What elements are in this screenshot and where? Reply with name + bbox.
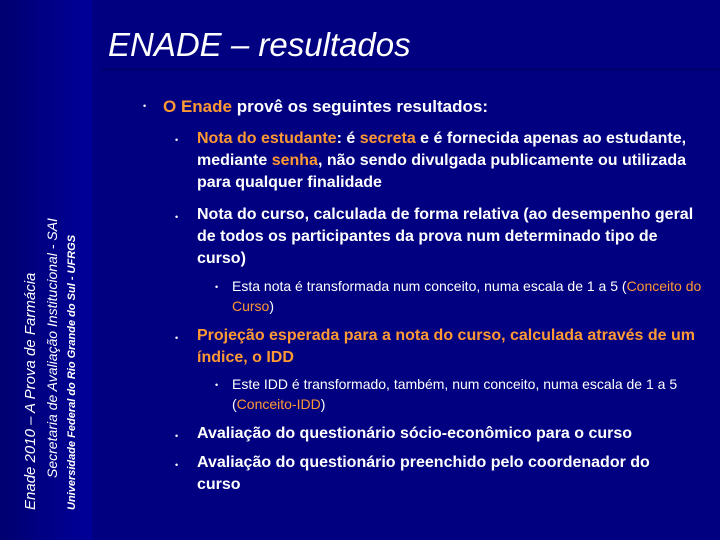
bullet: • bbox=[175, 460, 179, 470]
list-item: Nota do curso, calculada de forma relativa (ao desempenho geral de todos os participantes da prova num determinado tipo de curso) bbox=[197, 206, 694, 267]
list-item: Avaliação do questionário preenchido pelo coordenador do curso bbox=[197, 454, 650, 493]
intro-rest: provê os seguintes resultados: bbox=[236, 97, 488, 116]
conceito-idd: Conceito-IDD bbox=[236, 396, 321, 412]
page-title: ENADE – resultados bbox=[108, 26, 411, 63]
bullet: • bbox=[143, 101, 147, 111]
sidebar-title: Enade 2010 – A Prova de Farmácia bbox=[22, 272, 39, 510]
item1-text: , não sendo divulgada publicamente ou utilizada para qualquer finalidade bbox=[197, 152, 686, 191]
item1-secreta: secreta bbox=[359, 130, 416, 147]
sidebar-band bbox=[0, 0, 92, 540]
bullet: • bbox=[215, 380, 219, 390]
sub-item-text: ) bbox=[269, 298, 275, 314]
item1-text: : é bbox=[336, 130, 360, 147]
bullet: • bbox=[175, 431, 179, 441]
sub-item bbox=[232, 276, 702, 316]
list-item: Avaliação do questionário sócio-econômico para o curso bbox=[197, 425, 633, 442]
sub-item-text: ) bbox=[320, 396, 326, 412]
item1-label: Nota do estudante bbox=[197, 130, 337, 147]
item1-text: e é fornecida apenas ao estudante, mediante bbox=[197, 130, 687, 169]
bullet: • bbox=[215, 282, 219, 292]
title-divider bbox=[100, 68, 720, 71]
sidebar-university: Universidade Federal do Rio Grande do Sul - UFRGS bbox=[66, 234, 78, 510]
sub-item bbox=[232, 374, 702, 414]
item1-senha: senha bbox=[271, 152, 318, 169]
sub-item-text: Este IDD é transformado, também, num conceito, numa escala de 1 a 5 ( bbox=[232, 376, 678, 412]
conceito-curso: Conceito do Curso bbox=[232, 278, 702, 314]
sub-item-text: Esta nota é transformada num conceito, numa escala de 1 a 5 ( bbox=[232, 278, 627, 294]
intro-lead: O Enade bbox=[163, 97, 237, 116]
sidebar-secretaria: Secretaria de Avaliação Institucional - SAI bbox=[44, 218, 60, 478]
list-item bbox=[197, 128, 697, 194]
bullet: • bbox=[175, 333, 179, 343]
list-item: Projeção esperada para a nota do curso, calculada através de um índice, o IDD bbox=[197, 327, 695, 366]
bullet: • bbox=[175, 212, 179, 222]
bullet: • bbox=[175, 135, 179, 145]
intro-text bbox=[163, 96, 488, 118]
